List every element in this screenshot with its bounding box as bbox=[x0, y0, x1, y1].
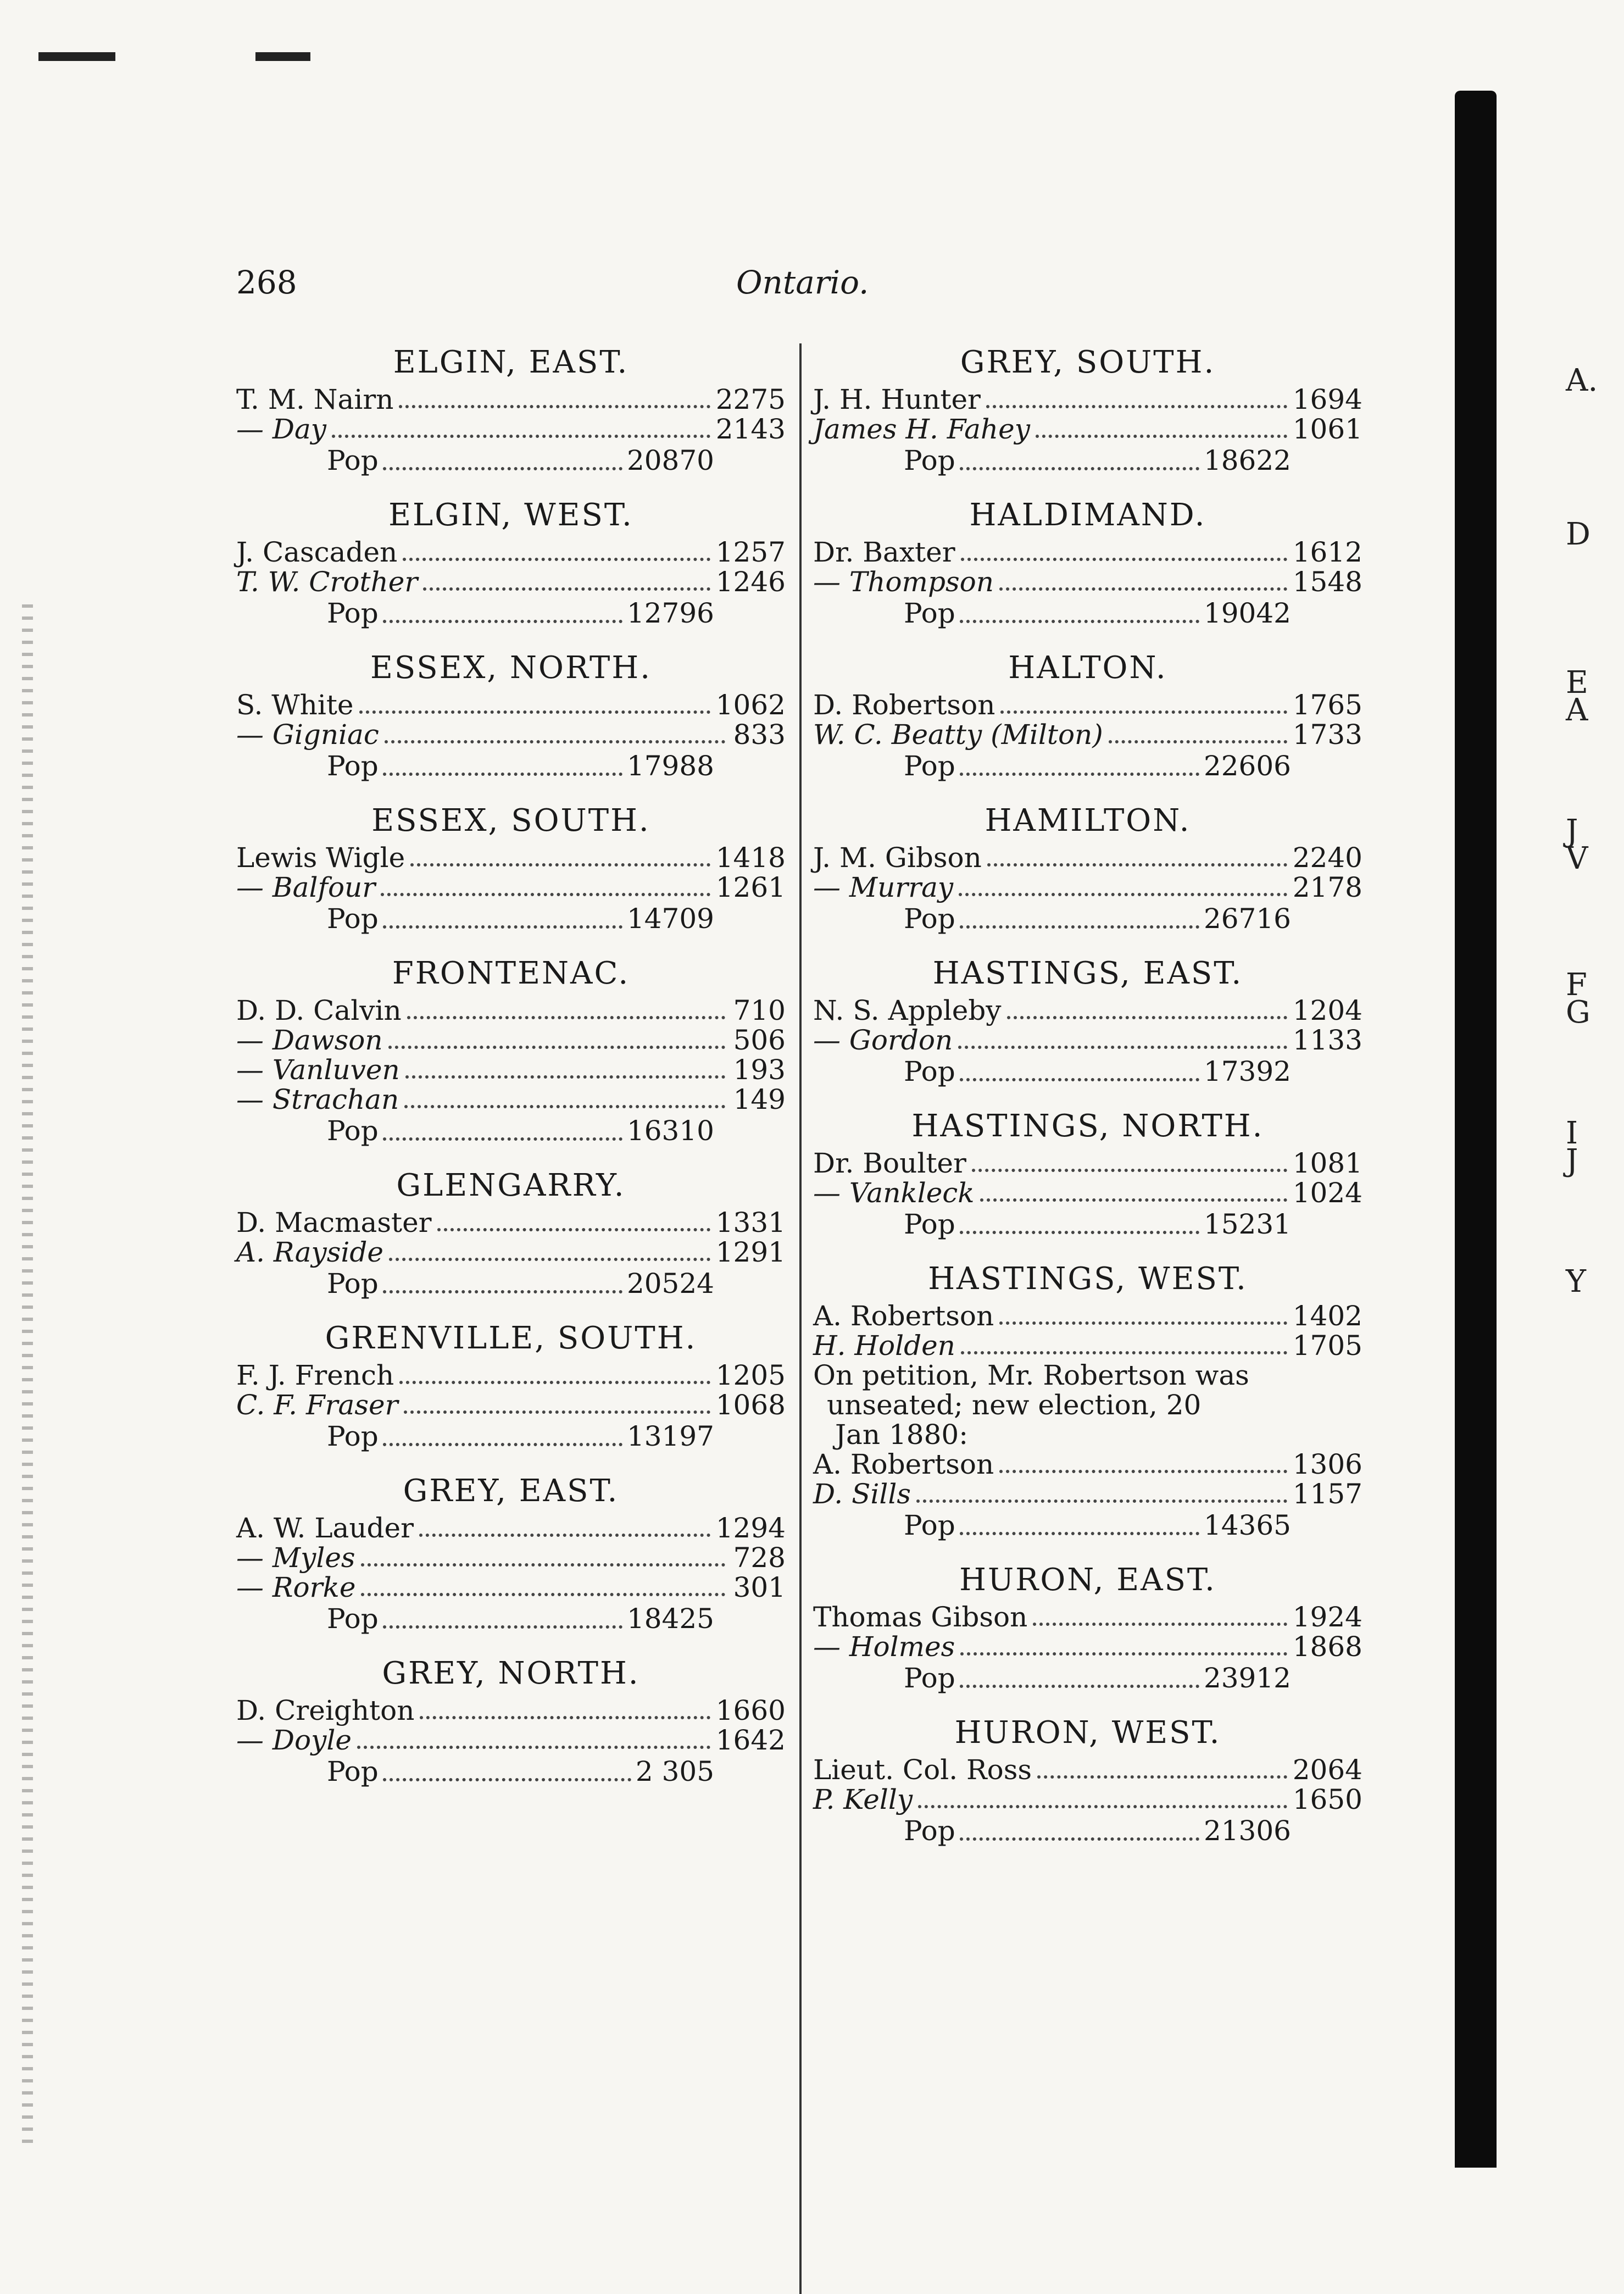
district-block bbox=[236, 1164, 786, 1300]
population-label: Pop bbox=[904, 1815, 955, 1847]
district-title: GREY, NORTH. bbox=[382, 1656, 640, 1691]
population-label: Pop bbox=[904, 750, 955, 782]
district-title: HAMILTON. bbox=[985, 803, 1191, 838]
population-row bbox=[904, 1662, 1291, 1695]
dot-leader bbox=[960, 1837, 1199, 1841]
population-label: Pop bbox=[327, 1756, 379, 1787]
population-row bbox=[904, 597, 1291, 630]
population-label: Pop bbox=[327, 1420, 379, 1452]
dot-leader bbox=[1033, 1623, 1287, 1626]
candidate-row bbox=[236, 1696, 786, 1725]
dot-leader bbox=[420, 1716, 710, 1719]
dot-leader bbox=[999, 587, 1287, 591]
district-title: HALDIMAND. bbox=[969, 497, 1206, 533]
page-number: 268 bbox=[236, 264, 297, 301]
candidate-name: — Murray bbox=[813, 871, 954, 903]
population-label: Pop bbox=[327, 903, 379, 935]
candidate-row bbox=[236, 1543, 786, 1573]
district-block bbox=[813, 1257, 1362, 1542]
candidate-name: — Thompson bbox=[813, 566, 994, 598]
running-title: Ontario. bbox=[736, 264, 869, 301]
vote-count: 1765 bbox=[1292, 689, 1362, 721]
right-column bbox=[813, 341, 1362, 1864]
candidate-row bbox=[236, 537, 786, 567]
population-value: 23912 bbox=[1203, 1662, 1291, 1694]
dot-leader bbox=[1109, 740, 1287, 743]
population-row bbox=[327, 1755, 714, 1788]
vote-count: 1924 bbox=[1292, 1601, 1362, 1633]
candidate-row bbox=[813, 996, 1362, 1025]
vote-count: 1868 bbox=[1292, 1631, 1362, 1663]
population-value: 2 305 bbox=[635, 1756, 714, 1787]
vote-count: 1205 bbox=[715, 1359, 786, 1391]
candidate-name: S. White bbox=[236, 689, 354, 721]
district-title: ESSEX, SOUTH. bbox=[371, 803, 650, 838]
candidate-row bbox=[813, 567, 1362, 597]
dot-leader bbox=[361, 1593, 725, 1596]
district-title: GLENGARRY. bbox=[396, 1168, 626, 1203]
vote-count: 1294 bbox=[715, 1512, 786, 1544]
candidate-row bbox=[236, 1025, 786, 1055]
candidate-row bbox=[236, 1208, 786, 1237]
population-label: Pop bbox=[327, 445, 379, 476]
population-value: 17988 bbox=[626, 750, 714, 782]
district-block bbox=[236, 799, 786, 935]
population-row bbox=[904, 1509, 1291, 1542]
dot-leader bbox=[1000, 710, 1287, 714]
candidate-name: C. F. Fraser bbox=[236, 1389, 398, 1421]
candidate-row bbox=[813, 1148, 1362, 1178]
vote-count: 506 bbox=[733, 1024, 786, 1056]
candidate-name: F. J. French bbox=[236, 1359, 394, 1391]
vote-count: 1548 bbox=[1292, 566, 1362, 598]
candidate-name: J. Cascaden bbox=[236, 536, 398, 568]
district-block bbox=[236, 341, 786, 477]
candidate-name: T. W. Crother bbox=[236, 566, 418, 598]
candidate-name: — Doyle bbox=[236, 1724, 352, 1756]
candidate-row bbox=[236, 567, 786, 597]
dot-leader bbox=[960, 1532, 1199, 1535]
population-value: 13197 bbox=[626, 1420, 714, 1452]
candidate-name: — Myles bbox=[236, 1542, 355, 1574]
population-label: Pop bbox=[904, 903, 955, 935]
population-value: 15231 bbox=[1203, 1208, 1291, 1240]
district-title: ESSEX, NORTH. bbox=[370, 650, 652, 686]
candidate-row bbox=[236, 1085, 786, 1114]
dot-leader bbox=[960, 1078, 1199, 1081]
vote-count: 833 bbox=[733, 719, 786, 751]
dot-leader bbox=[960, 1652, 1287, 1656]
population-value: 14365 bbox=[1203, 1509, 1291, 1541]
vote-count: 193 bbox=[733, 1054, 786, 1086]
candidate-name: D. Sills bbox=[813, 1478, 911, 1510]
district-block bbox=[813, 1104, 1362, 1241]
district-block bbox=[236, 493, 786, 630]
dot-leader bbox=[986, 405, 1287, 408]
candidate-row bbox=[813, 1602, 1362, 1632]
vote-count: 1157 bbox=[1292, 1478, 1362, 1510]
candidate-name: — Holmes bbox=[813, 1631, 955, 1663]
candidate-name: — Gordon bbox=[813, 1024, 953, 1056]
margin-letters bbox=[1566, 0, 1621, 2247]
candidate-row bbox=[236, 1573, 786, 1602]
candidate-name: — Dawson bbox=[236, 1024, 383, 1056]
candidate-name: Lewis Wigle bbox=[236, 842, 405, 874]
candidate-name: H. Holden bbox=[813, 1330, 955, 1362]
district-title: GRENVILLE, SOUTH. bbox=[325, 1320, 697, 1356]
dot-leader bbox=[383, 1137, 622, 1141]
candidate-row bbox=[813, 1025, 1362, 1055]
population-label: Pop bbox=[904, 1056, 955, 1087]
dot-leader bbox=[958, 1046, 1287, 1049]
dot-leader bbox=[980, 1198, 1287, 1202]
candidate-name: A. Robertson bbox=[813, 1300, 994, 1332]
petition-note bbox=[813, 1360, 1362, 1449]
vote-count: 2178 bbox=[1292, 871, 1362, 903]
dot-leader bbox=[404, 1410, 710, 1414]
population-row bbox=[327, 1114, 714, 1147]
dot-leader bbox=[381, 893, 710, 896]
candidate-name: — Rorke bbox=[236, 1571, 356, 1603]
dot-leader bbox=[1036, 435, 1287, 438]
dot-leader bbox=[383, 1443, 622, 1446]
candidate-row bbox=[236, 1055, 786, 1085]
candidate-row bbox=[813, 1301, 1362, 1331]
vote-count: 1257 bbox=[715, 536, 786, 568]
dot-leader bbox=[1007, 1016, 1287, 1019]
vote-count: 1402 bbox=[1292, 1300, 1362, 1332]
candidate-row bbox=[813, 873, 1362, 902]
district-block bbox=[236, 646, 786, 782]
district-title: HASTINGS, WEST. bbox=[928, 1261, 1248, 1297]
vote-count: 1694 bbox=[1292, 384, 1362, 415]
dot-leader bbox=[960, 1231, 1199, 1234]
vote-count: 728 bbox=[733, 1542, 786, 1574]
margin-letter: A bbox=[1566, 692, 1588, 728]
candidate-row bbox=[813, 1178, 1362, 1208]
dot-leader bbox=[959, 893, 1287, 896]
dot-leader bbox=[383, 1625, 622, 1629]
district-block bbox=[813, 646, 1362, 782]
population-value: 20870 bbox=[626, 445, 714, 476]
dot-leader bbox=[403, 558, 710, 561]
candidate-row bbox=[236, 385, 786, 414]
district-title: FRONTENAC. bbox=[392, 956, 630, 991]
vote-count: 1291 bbox=[715, 1236, 786, 1268]
candidate-row bbox=[813, 690, 1362, 720]
candidate-name: Dr. Boulter bbox=[813, 1147, 966, 1179]
dot-leader bbox=[437, 1228, 710, 1231]
vote-count: 2064 bbox=[1292, 1754, 1362, 1786]
candidate-row bbox=[813, 720, 1362, 749]
population-row bbox=[904, 1055, 1291, 1088]
candidate-name: A. W. Lauder bbox=[236, 1512, 414, 1544]
vote-count: 1133 bbox=[1292, 1024, 1362, 1056]
margin-letter: E bbox=[1566, 665, 1588, 701]
dot-leader bbox=[383, 925, 622, 929]
dot-leader bbox=[357, 1746, 710, 1749]
binding-shadow-bar bbox=[1455, 91, 1497, 2168]
candidate-row bbox=[813, 1331, 1362, 1360]
candidate-name: Dr. Baxter bbox=[813, 536, 955, 568]
page-header bbox=[236, 264, 1362, 319]
vote-count: 1024 bbox=[1292, 1177, 1362, 1209]
district-title: GREY, SOUTH. bbox=[960, 345, 1216, 380]
candidate-row bbox=[813, 1785, 1362, 1814]
candidate-name: — Vanluven bbox=[236, 1054, 400, 1086]
candidate-row bbox=[236, 1513, 786, 1543]
scan-left-edge bbox=[22, 604, 33, 2143]
dot-leader bbox=[987, 863, 1287, 867]
left-column bbox=[236, 341, 786, 1804]
vote-count: 2275 bbox=[715, 384, 786, 415]
dot-leader bbox=[404, 1105, 725, 1108]
district-title: HURON, EAST. bbox=[959, 1562, 1216, 1598]
candidate-row bbox=[813, 1755, 1362, 1785]
dot-leader bbox=[419, 1534, 710, 1537]
dot-leader bbox=[999, 1470, 1287, 1473]
dot-leader bbox=[960, 620, 1199, 623]
dot-leader bbox=[1037, 1775, 1287, 1779]
candidate-row bbox=[813, 1479, 1362, 1509]
candidate-name: A. Robertson bbox=[813, 1448, 994, 1480]
margin-letter: A. bbox=[1566, 363, 1598, 398]
district-title: HASTINGS, NORTH. bbox=[911, 1108, 1264, 1144]
population-label: Pop bbox=[327, 1115, 379, 1147]
population-value: 14709 bbox=[626, 903, 714, 935]
population-row bbox=[327, 1420, 714, 1453]
candidate-name: — Day bbox=[236, 413, 327, 445]
dot-leader bbox=[972, 1169, 1287, 1172]
vote-count: 301 bbox=[733, 1571, 786, 1603]
candidate-row bbox=[236, 873, 786, 902]
dot-leader bbox=[399, 1381, 710, 1384]
population-row bbox=[904, 444, 1291, 477]
candidate-name: J. H. Hunter bbox=[813, 384, 981, 415]
population-label: Pop bbox=[327, 750, 379, 782]
vote-count: 1246 bbox=[715, 566, 786, 598]
candidate-name: — Vankleck bbox=[813, 1177, 975, 1209]
dot-leader bbox=[385, 740, 725, 743]
candidate-name: Thomas Gibson bbox=[813, 1601, 1028, 1633]
candidate-name: D. D. Calvin bbox=[236, 995, 402, 1026]
candidate-name: — Balfour bbox=[236, 871, 376, 903]
population-value: 18425 bbox=[626, 1603, 714, 1635]
population-row bbox=[904, 1814, 1291, 1847]
vote-count: 1306 bbox=[1292, 1448, 1362, 1480]
vote-count: 2143 bbox=[715, 413, 786, 445]
vote-count: 1650 bbox=[1292, 1784, 1362, 1815]
candidate-row bbox=[236, 843, 786, 873]
dot-leader bbox=[960, 1685, 1199, 1688]
population-row bbox=[327, 444, 714, 477]
candidate-name: A. Rayside bbox=[236, 1236, 383, 1268]
population-label: Pop bbox=[904, 445, 955, 476]
candidate-row bbox=[236, 1390, 786, 1420]
margin-letter: I bbox=[1566, 1115, 1578, 1151]
dot-leader bbox=[361, 1563, 725, 1567]
population-value: 21306 bbox=[1203, 1815, 1291, 1847]
dot-leader bbox=[383, 467, 622, 470]
district-block bbox=[813, 1558, 1362, 1695]
note-line: Jan 1880: bbox=[835, 1419, 969, 1451]
candidate-row bbox=[813, 843, 1362, 873]
population-value: 16310 bbox=[626, 1115, 714, 1147]
dot-leader bbox=[999, 1321, 1287, 1325]
dot-leader bbox=[388, 1046, 725, 1049]
district-block bbox=[813, 341, 1362, 477]
district-block bbox=[236, 952, 786, 1147]
district-title: HASTINGS, EAST. bbox=[932, 956, 1243, 991]
district-title: ELGIN, WEST. bbox=[388, 497, 633, 533]
dot-leader bbox=[383, 1778, 631, 1781]
district-block bbox=[813, 493, 1362, 630]
vote-count: 1705 bbox=[1292, 1330, 1362, 1362]
candidate-row bbox=[813, 414, 1362, 444]
margin-letter: Y bbox=[1566, 1264, 1586, 1299]
district-title: GREY, EAST. bbox=[403, 1473, 619, 1509]
dot-leader bbox=[960, 773, 1199, 776]
population-value: 12796 bbox=[626, 597, 714, 629]
margin-letter: D bbox=[1566, 516, 1590, 552]
population-value: 26716 bbox=[1203, 903, 1291, 935]
candidate-row bbox=[813, 385, 1362, 414]
population-label: Pop bbox=[327, 1603, 379, 1635]
population-label: Pop bbox=[904, 1662, 955, 1694]
dot-leader bbox=[383, 773, 622, 776]
vote-count: 1261 bbox=[715, 871, 786, 903]
dot-leader bbox=[405, 1075, 725, 1079]
margin-letter: J bbox=[1566, 1143, 1578, 1179]
candidate-name: D. Creighton bbox=[236, 1695, 415, 1726]
candidate-name: N. S. Appleby bbox=[813, 995, 1002, 1026]
note-line: On petition, Mr. Robertson was bbox=[813, 1359, 1249, 1391]
population-label: Pop bbox=[327, 1268, 379, 1299]
dot-leader bbox=[961, 558, 1287, 561]
population-row bbox=[327, 1267, 714, 1300]
dot-leader bbox=[410, 863, 710, 867]
population-row bbox=[327, 749, 714, 782]
vote-count: 1081 bbox=[1292, 1147, 1362, 1179]
population-value: 22606 bbox=[1203, 750, 1291, 782]
margin-letter: F bbox=[1566, 967, 1587, 1003]
district-title: ELGIN, EAST. bbox=[393, 345, 629, 380]
dot-leader bbox=[332, 435, 710, 438]
dot-leader bbox=[918, 1805, 1287, 1808]
dot-leader bbox=[399, 405, 710, 408]
dot-leader bbox=[359, 710, 710, 714]
candidate-row bbox=[813, 537, 1362, 567]
vote-count: 1418 bbox=[715, 842, 786, 874]
population-row bbox=[904, 902, 1291, 935]
district-block bbox=[813, 1711, 1362, 1847]
population-row bbox=[327, 597, 714, 630]
candidate-name: Lieut. Col. Ross bbox=[813, 1754, 1032, 1786]
population-label: Pop bbox=[904, 1208, 955, 1240]
vote-count: 1062 bbox=[715, 689, 786, 721]
population-value: 18622 bbox=[1203, 445, 1291, 476]
vote-count: 1660 bbox=[715, 1695, 786, 1726]
vote-count: 1331 bbox=[715, 1207, 786, 1238]
population-value: 17392 bbox=[1203, 1056, 1291, 1087]
candidate-name: — Gigniac bbox=[236, 719, 379, 751]
district-block bbox=[236, 1317, 786, 1453]
district-title: HURON, WEST. bbox=[954, 1715, 1221, 1751]
candidate-name: W. C. Beatty (Milton) bbox=[813, 719, 1103, 751]
vote-count: 1612 bbox=[1292, 536, 1362, 568]
candidate-row bbox=[236, 996, 786, 1025]
vote-count: 1061 bbox=[1292, 413, 1362, 445]
candidate-row bbox=[236, 1237, 786, 1267]
population-row bbox=[327, 902, 714, 935]
district-title: HALTON. bbox=[1008, 650, 1167, 686]
dot-leader bbox=[423, 587, 710, 591]
margin-letter: V bbox=[1566, 841, 1588, 876]
vote-count: 149 bbox=[733, 1084, 786, 1115]
candidate-row bbox=[236, 414, 786, 444]
candidate-name: James H. Fahey bbox=[813, 413, 1030, 445]
dot-leader bbox=[389, 1258, 710, 1261]
candidate-name: P. Kelly bbox=[813, 1784, 913, 1815]
vote-count: 1068 bbox=[715, 1389, 786, 1421]
candidate-name: T. M. Nairn bbox=[236, 384, 394, 415]
margin-letter: G bbox=[1566, 995, 1590, 1030]
vote-count: 1733 bbox=[1292, 719, 1362, 751]
district-block bbox=[236, 1469, 786, 1635]
column-divider bbox=[799, 343, 802, 2294]
population-row bbox=[904, 749, 1291, 782]
candidate-name: J. M. Gibson bbox=[813, 842, 982, 874]
dot-leader bbox=[407, 1016, 725, 1019]
vote-count: 2240 bbox=[1292, 842, 1362, 874]
population-label: Pop bbox=[904, 597, 955, 629]
population-label: Pop bbox=[904, 1509, 955, 1541]
district-block bbox=[813, 799, 1362, 935]
note-line: unseated; new election, 20 bbox=[827, 1389, 1202, 1421]
vote-count: 1204 bbox=[1292, 995, 1362, 1026]
candidate-row bbox=[236, 720, 786, 749]
vote-count: 710 bbox=[733, 995, 786, 1026]
population-row bbox=[327, 1602, 714, 1635]
population-label: Pop bbox=[327, 597, 379, 629]
candidate-row bbox=[236, 1360, 786, 1390]
district-block bbox=[236, 1652, 786, 1788]
dot-leader bbox=[960, 467, 1199, 470]
dot-leader bbox=[960, 925, 1199, 929]
candidate-name: — Strachan bbox=[236, 1084, 399, 1115]
candidate-row bbox=[236, 690, 786, 720]
candidate-row bbox=[813, 1632, 1362, 1662]
dot-leader bbox=[383, 620, 622, 623]
candidate-row bbox=[813, 1449, 1362, 1479]
dot-leader bbox=[961, 1351, 1287, 1354]
population-value: 19042 bbox=[1203, 597, 1291, 629]
margin-letter: J bbox=[1566, 813, 1578, 849]
dot-leader bbox=[383, 1290, 622, 1293]
candidate-name: D. Robertson bbox=[813, 689, 995, 721]
population-row bbox=[904, 1208, 1291, 1241]
vote-count: 1642 bbox=[715, 1724, 786, 1756]
candidate-name: D. Macmaster bbox=[236, 1207, 432, 1238]
candidate-row bbox=[236, 1725, 786, 1755]
population-value: 20524 bbox=[626, 1268, 714, 1299]
dot-leader bbox=[916, 1499, 1287, 1503]
district-block bbox=[813, 952, 1362, 1088]
